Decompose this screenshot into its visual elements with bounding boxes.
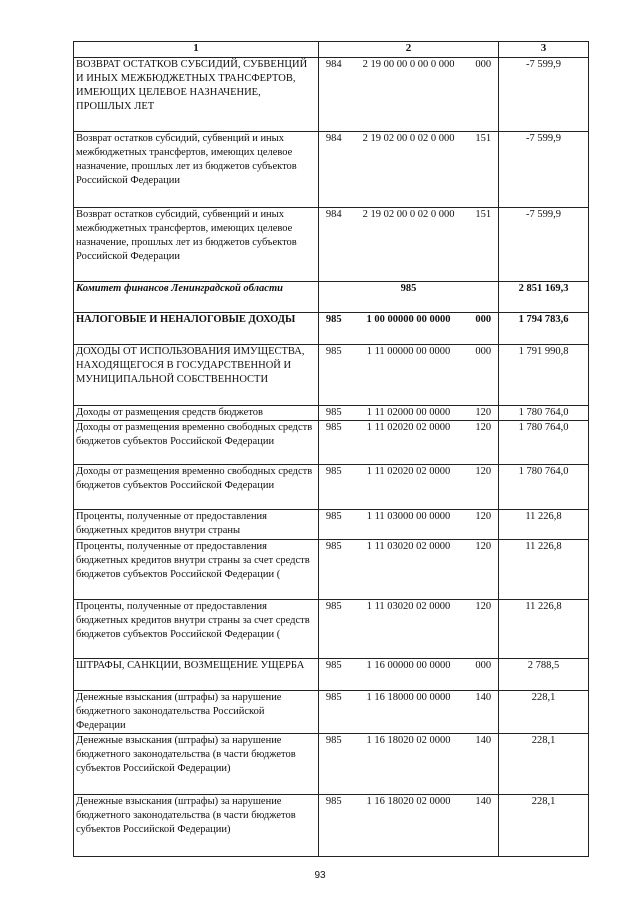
row-amount: 228,1 [499, 734, 589, 795]
row-name: ДОХОДЫ ОТ ИСПОЛЬЗОВАНИЯ ИМУЩЕСТВА, НАХОДЯЩЕГОСЯ В ГОСУДАРСТВЕННОЙ И МУНИЦИПАЛЬНОЙ СОБСТВЕННОСТИ [74, 345, 319, 406]
row-amount: 2 788,5 [499, 659, 589, 691]
table-row [74, 510, 589, 540]
row-admin-code: 985 [319, 659, 349, 691]
row-kosgu-code: 000 [469, 58, 499, 132]
row-amount: -7 599,9 [499, 58, 589, 132]
row-kbk-code: 1 16 18020 02 0000 [349, 795, 469, 857]
table-row [74, 58, 589, 132]
row-admin-code: 985 [319, 313, 349, 345]
row-kbk-code: 1 16 18020 02 0000 [349, 734, 469, 795]
table-row [74, 282, 589, 313]
row-admin-code: 985 [319, 282, 499, 313]
row-name: Денежные взыскания (штрафы) за нарушение бюджетного законодательства Российской Федерации [74, 691, 319, 734]
row-kosgu-code: 000 [469, 345, 499, 406]
page-number: 93 [314, 870, 326, 881]
row-admin-code: 985 [319, 691, 349, 734]
row-amount: 1 780 764,0 [499, 406, 589, 421]
row-kosgu-code: 120 [469, 540, 499, 600]
row-name: Возврат остатков субсидий, субвенций и иных межбюджетных трансфертов, имеющих целевое назначение, прошлых лет из бюджетов субъектов Российской Федерации [74, 208, 319, 282]
row-amount: 11 226,8 [499, 510, 589, 540]
row-amount: 1 780 764,0 [499, 421, 589, 465]
row-kosgu-code: 120 [469, 600, 499, 659]
row-admin-code: 985 [319, 734, 349, 795]
row-kosgu-code: 151 [469, 208, 499, 282]
row-kosgu-code: 120 [469, 510, 499, 540]
table-row [74, 406, 589, 421]
row-kbk-code: 2 19 02 00 0 02 0 000 [349, 208, 469, 282]
row-amount: -7 599,9 [499, 208, 589, 282]
row-kosgu-code: 120 [469, 406, 499, 421]
row-admin-code: 984 [319, 58, 349, 132]
header-col-3: 3 [499, 42, 589, 58]
row-kbk-code: 1 11 03020 02 0000 [349, 540, 469, 600]
row-amount: 228,1 [499, 795, 589, 857]
row-name: Проценты, полученные от предоставления бюджетных кредитов внутри страны за счет средств бюджетов субъектов Российской Федерации ( [74, 600, 319, 659]
row-name: Комитет финансов Ленинградской области [74, 282, 319, 313]
row-name: Денежные взыскания (штрафы) за нарушение бюджетного законодательства (в части бюджетов субъектов Российской Федерации) [74, 795, 319, 857]
row-admin-code: 985 [319, 465, 349, 510]
row-kbk-code: 2 19 02 00 0 02 0 000 [349, 132, 469, 208]
row-kosgu-code: 000 [469, 659, 499, 691]
row-kbk-code: 2 19 00 00 0 00 0 000 [349, 58, 469, 132]
row-kbk-code: 1 11 03020 02 0000 [349, 600, 469, 659]
row-amount: -7 599,9 [499, 132, 589, 208]
table-row [74, 345, 589, 406]
row-amount: 1 791 990,8 [499, 345, 589, 406]
row-amount: 11 226,8 [499, 600, 589, 659]
row-name: Доходы от размещения временно свободных средств бюджетов субъектов Российской Федерации [74, 421, 319, 465]
row-kbk-code: 1 16 00000 00 0000 [349, 659, 469, 691]
row-kbk-code: 1 11 02020 02 0000 [349, 421, 469, 465]
row-kosgu-code: 140 [469, 795, 499, 857]
row-kbk-code: 1 11 00000 00 0000 [349, 345, 469, 406]
table-row [74, 465, 589, 510]
header-col-2: 2 [319, 42, 499, 58]
row-kbk-code: 1 16 18000 00 0000 [349, 691, 469, 734]
table-row [74, 540, 589, 600]
table-row [74, 795, 589, 857]
row-admin-code: 985 [319, 421, 349, 465]
table-row [74, 313, 589, 345]
row-name: Доходы от размещения временно свободных средств бюджетов субъектов Российской Федерации [74, 465, 319, 510]
table-row [74, 600, 589, 659]
row-kosgu-code: 120 [469, 421, 499, 465]
row-name: Проценты, полученные от предоставления бюджетных кредитов внутри страны [74, 510, 319, 540]
table-row [74, 691, 589, 734]
table-row [74, 421, 589, 465]
row-admin-code: 984 [319, 132, 349, 208]
table-row [74, 659, 589, 691]
row-name: ШТРАФЫ, САНКЦИИ, ВОЗМЕЩЕНИЕ УЩЕРБА [74, 659, 319, 691]
row-kosgu-code: 140 [469, 691, 499, 734]
row-kosgu-code: 140 [469, 734, 499, 795]
row-amount: 1 780 764,0 [499, 465, 589, 510]
row-amount: 228,1 [499, 691, 589, 734]
revenue-table [73, 41, 589, 857]
row-admin-code: 985 [319, 345, 349, 406]
row-admin-code: 985 [319, 600, 349, 659]
row-name: Возврат остатков субсидий, субвенций и иных межбюджетных трансфертов, имеющих целевое назначение, прошлых лет из бюджетов субъектов Российской Федерации [74, 132, 319, 208]
row-admin-code: 985 [319, 510, 349, 540]
row-name: Денежные взыскания (штрафы) за нарушение бюджетного законодательства (в части бюджетов субъектов Российской Федерации) [74, 734, 319, 795]
row-amount: 11 226,8 [499, 540, 589, 600]
row-name: ВОЗВРАТ ОСТАТКОВ СУБСИДИЙ, СУБВЕНЦИЙ И ИНЫХ МЕЖБЮДЖЕТНЫХ ТРАНСФЕРТОВ, ИМЕЮЩИХ ЦЕЛЕВОЕ НАЗНАЧЕНИЕ, ПРОШЛЫХ ЛЕТ [74, 58, 319, 132]
row-kbk-code: 1 11 02020 02 0000 [349, 465, 469, 510]
row-kbk-code: 1 11 03000 00 0000 [349, 510, 469, 540]
table-row [74, 208, 589, 282]
row-kosgu-code: 120 [469, 465, 499, 510]
row-admin-code: 985 [319, 406, 349, 421]
row-amount: 2 851 169,3 [499, 282, 589, 313]
row-admin-code: 985 [319, 540, 349, 600]
row-kosgu-code: 151 [469, 132, 499, 208]
row-kosgu-code: 000 [469, 313, 499, 345]
row-admin-code: 985 [319, 795, 349, 857]
row-name: Проценты, полученные от предоставления бюджетных кредитов внутри страны за счет средств бюджетов субъектов Российской Федерации ( [74, 540, 319, 600]
table-header-row [74, 42, 589, 58]
row-kbk-code: 1 00 00000 00 0000 [349, 313, 469, 345]
row-amount: 1 794 783,6 [499, 313, 589, 345]
row-name: Доходы от размещения средств бюджетов [74, 406, 319, 421]
table-row [74, 132, 589, 208]
row-admin-code: 984 [319, 208, 349, 282]
row-kbk-code: 1 11 02000 00 0000 [349, 406, 469, 421]
header-col-1: 1 [74, 42, 319, 58]
table-row [74, 734, 589, 795]
row-name: НАЛОГОВЫЕ И НЕНАЛОГОВЫЕ ДОХОДЫ [74, 313, 319, 345]
